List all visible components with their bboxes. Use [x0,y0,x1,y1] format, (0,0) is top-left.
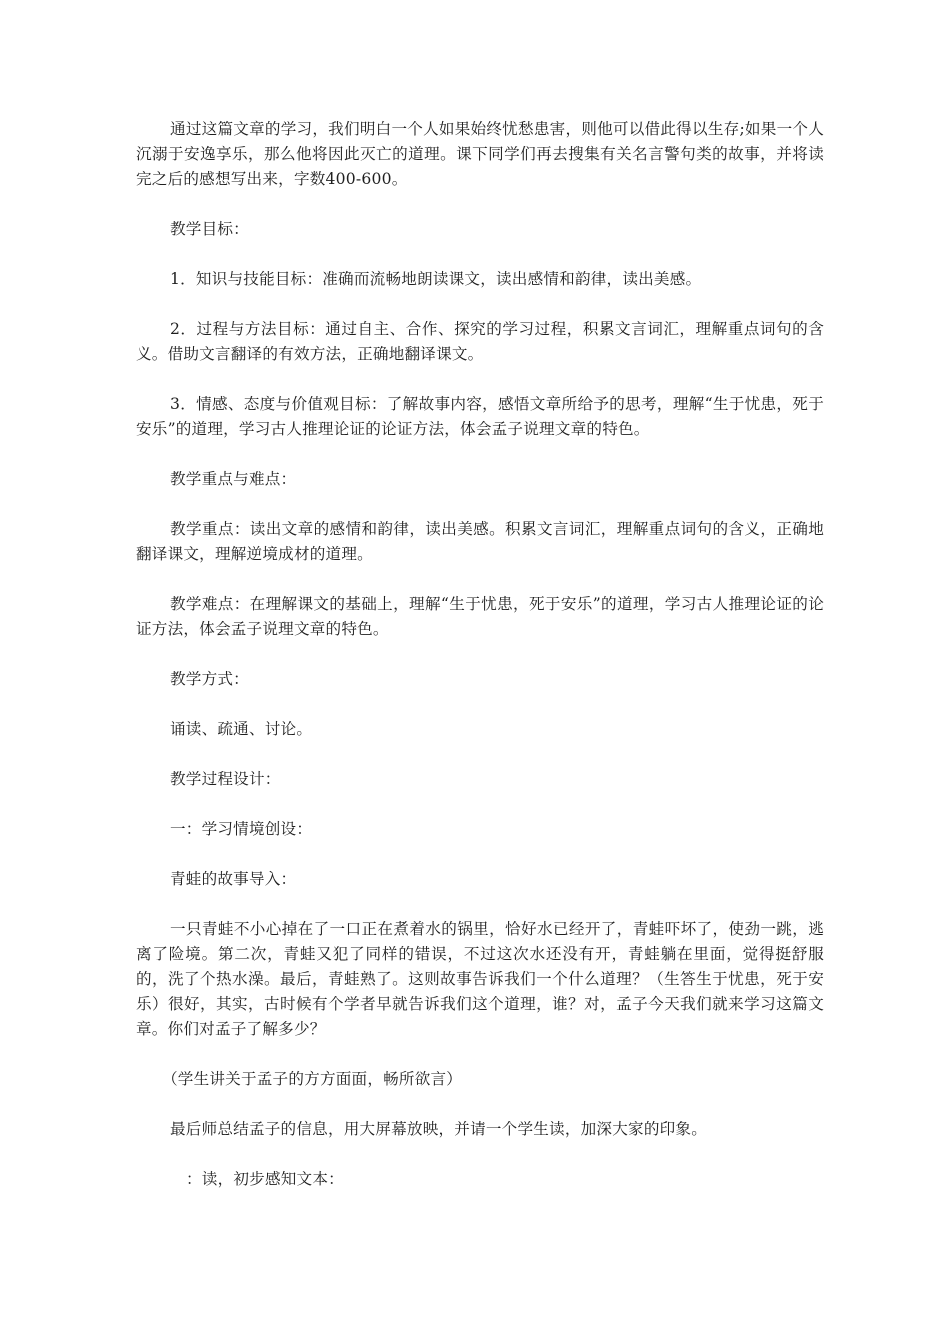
student-discussion-note: （学生讲关于孟子的方方面面，畅所欲言） [162,1070,463,1088]
heading-key-difficult-points: 教学重点与难点： [170,470,297,488]
goal-emotion-values: 3．情感、态度与价值观目标：了解故事内容，感悟文章所给予的思考，理解“生于忧患，死于安乐”的道理，学习古人推理论证的论证方法，体会孟子说理文章的特色。 [136,395,824,438]
section-one-title: 一：学习情境创设： [170,820,313,838]
paragraph-summary: 通过这篇文章的学习，我们明白一个人如果始终忧愁患害，则他可以借此得以生存;如果一个人沉溺于安逸享乐，那么他将因此灭亡的道理。课下同学们再去搜集有关名言警句类的故事，并将读完之后的感想写出来，字数400-600。 [136,120,824,188]
heading-teaching-goals: 教学目标： [170,220,249,238]
goal-process-methods: 2．过程与方法目标：通过自主、合作、探究的学习过程，积累文言词汇，理解重点词句的含义。借助文言翻译的有效方法，正确地翻译课文。 [136,320,824,363]
section-two-title: ：读，初步感知文本： [186,1170,344,1188]
teaching-methods: 诵读、疏通、讨论。 [170,720,313,738]
difficult-points: 教学难点：在理解课文的基础上，理解“生于忧患，死于安乐”的道理，学习古人推理论证的论证方法，体会孟子说理文章的特色。 [136,595,824,638]
heading-process-design: 教学过程设计： [170,770,281,788]
frog-story-intro: 青蛙的故事导入： [170,870,297,888]
frog-story: 一只青蛙不小心掉在了一口正在煮着水的锅里，恰好水已经开了，青蛙吓坏了，使劲一跳，逃离了险境。第二次，青蛙又犯了同样的错误，不过这次水还没有开，青蛙躺在里面，觉得挺舒服的，洗了个热水澡。最后，青蛙熟了。这则故事告诉我们一个什么道理？（生答生于忧患，死于安乐）很好，其实，古时候有个学者早就告诉我们这个道理，谁？对，孟子今天我们就来学习这篇文章。你们对孟子了解多少？ [136,920,824,1038]
document-body [136,117,824,1217]
key-points: 教学重点：读出文章的感情和韵律，读出美感。积累文言词汇，理解重点词句的含义，正确地翻译课文，理解逆境成材的道理。 [136,520,824,563]
heading-teaching-methods: 教学方式： [170,670,249,688]
teacher-summary: 最后师总结孟子的信息，用大屏幕放映，并请一个学生读，加深大家的印象。 [170,1120,707,1138]
goal-knowledge-skills: 1．知识与技能目标：准确而流畅地朗读课文，读出感情和韵律，读出美感。 [170,270,702,288]
